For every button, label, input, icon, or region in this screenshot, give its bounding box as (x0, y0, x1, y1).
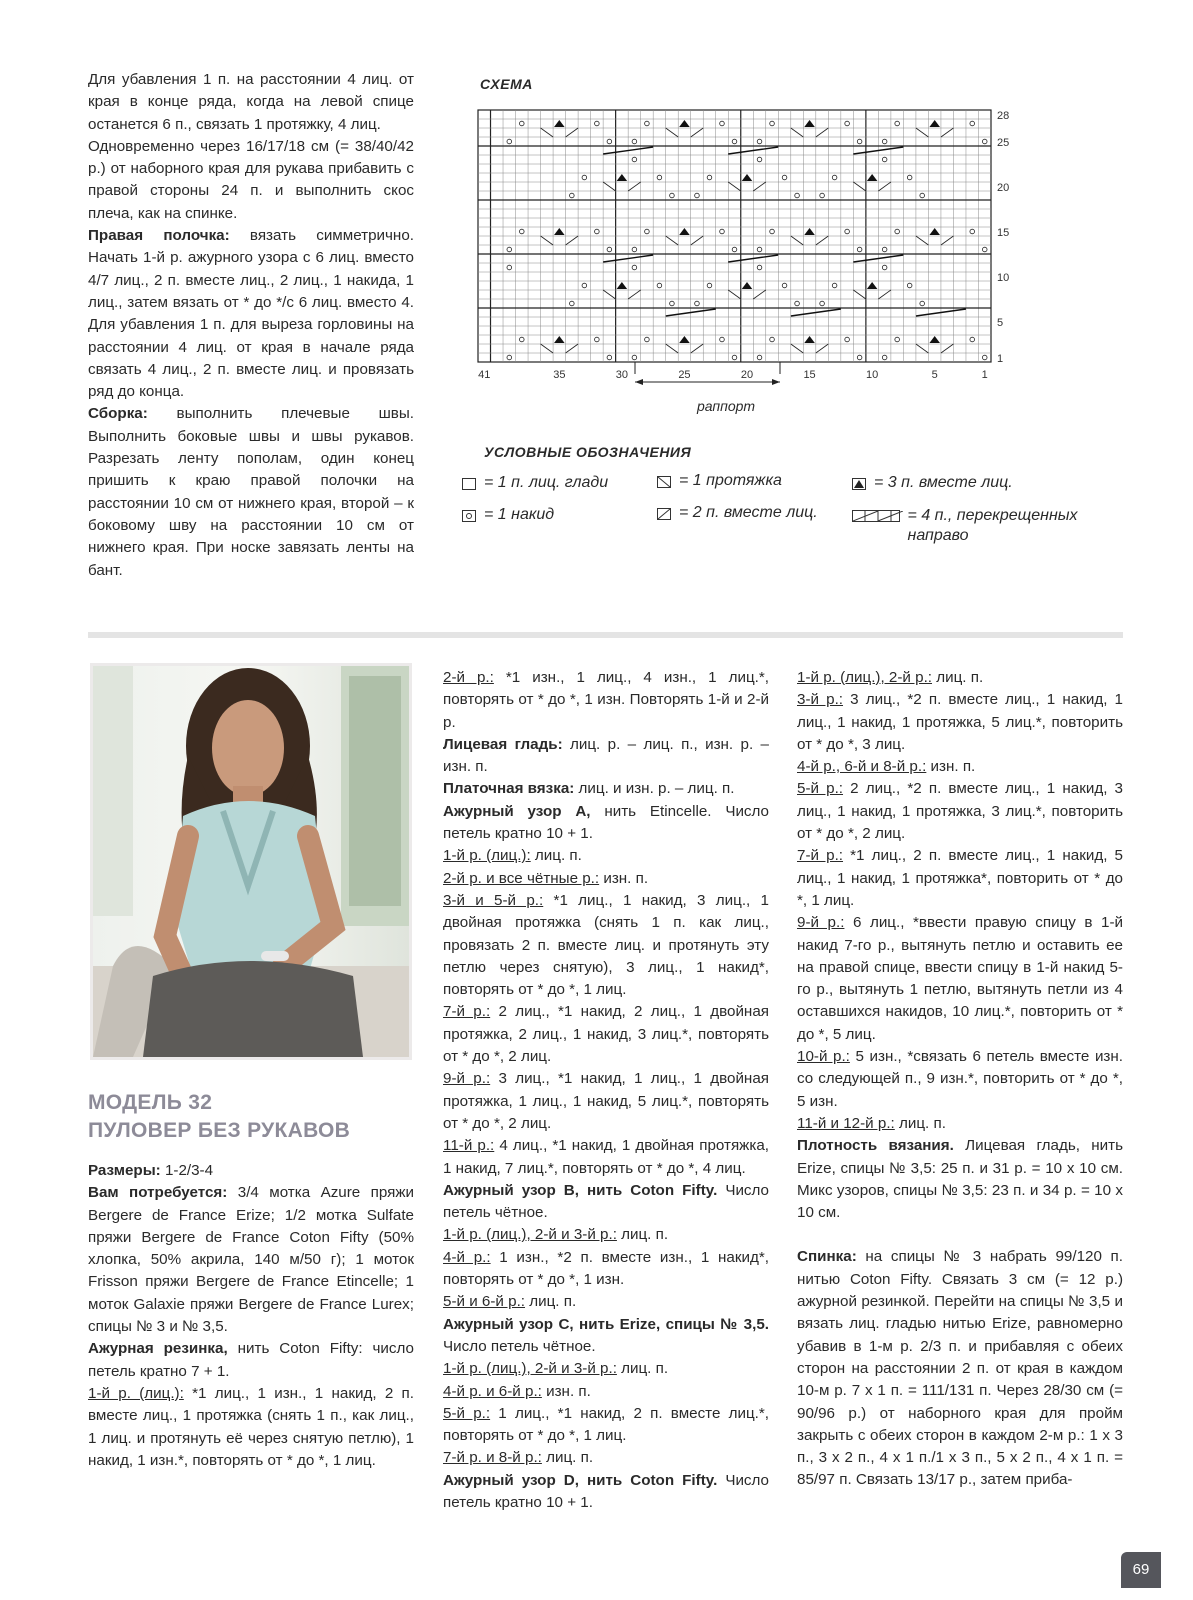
pattern-label: Ажурный узор В, нить Coton Fifty. (443, 1181, 718, 1199)
section-label: Правая полочка: (88, 227, 230, 245)
pattern-text: Число петель чётное. (443, 1337, 596, 1355)
schema-title: СХЕМА (480, 76, 533, 92)
column-number: 5 (931, 369, 938, 381)
rib-label: Ажурная резинка, (88, 1340, 228, 1358)
row-number: 15 (997, 227, 1010, 239)
triangle-icon (852, 478, 866, 490)
row-label: 5-й р.: (797, 780, 844, 798)
row-label: 1-й р. (лиц.): (88, 1384, 184, 1402)
model-photo (90, 663, 412, 1060)
row-label: 2-й р. и все чётные р.: (443, 869, 600, 887)
row-text: лиц. п. (894, 1114, 946, 1132)
column-number: 15 (803, 369, 816, 381)
row-number: 28 (997, 110, 1010, 122)
row-label: 4-й р. и 6-й р.: (443, 1382, 542, 1400)
paragraph: Для убавления 1 п. на расстоянии 4 лиц. от края в конце ряда, когда на левой спице останется 6 п., связать 1 протяжку, 4 лиц. (88, 71, 414, 133)
back-label: Спинка: (797, 1248, 857, 1266)
row-label: 11-й р.: (443, 1137, 495, 1155)
cable-cross-icon (852, 510, 900, 522)
materials-text: 3/4 мотка Azure пряжи Bergere de France Erize; 1/2 мотка Sulfate пряжи Bergere de France Coton Fifty (50% хлопка, 50% акрила, 140 м/50 г); 1 моток Frisson пряжи Bergere de France Etincelle; 1 моток Galaxie пряжи Bergere de France Lurex; спицы № 3 и № 3,5. (88, 1184, 415, 1336)
row-label: 1-й р. (лиц.): (443, 847, 531, 865)
row-text: изн. п. (599, 869, 649, 887)
model-number: МОДЕЛЬ 32 (88, 1091, 213, 1114)
row-text: лиц. п. (525, 1293, 577, 1311)
paragraph: Одновременно через 16/17/18 см (= 38/40/42 р.) от наборного края для рукава прибавить с правой стороны 24 п. и выполнить скос плеча, как на спинке. (88, 137, 414, 222)
row-text: лиц. п. (541, 1449, 594, 1467)
row-text: 1 лиц., *1 накид, 2 п. вместе лиц.*, повторять от * до *, 1 лиц. (443, 1404, 770, 1445)
stitch-label: Лицевая гладь: (443, 735, 563, 753)
row-number: 25 (997, 137, 1010, 149)
density-label: Плотность вязания. (797, 1137, 954, 1155)
row-label: 10-й р.: (797, 1048, 850, 1066)
row-number: 5 (997, 317, 1004, 329)
row-text: *1 лиц., 1 накид, 3 лиц., 1 двойная протяжка (снять 1 п. как лиц., провязать 2 п. вместе лиц. и протянуть эту петлю через снятую), 3 лиц., 1 накид*, повторять от * до *, 1 лиц. (443, 891, 769, 999)
rapport-label: раппорт (697, 398, 756, 414)
row-label: 4-й р.: (443, 1248, 491, 1266)
row-text: 2 лиц., *2 п. вместе лиц., 1 накид, 3 лиц., 1 накид, 1 протяжка, 3 лиц.*, повторить от * до *, 2 лиц. (797, 780, 1123, 843)
row-text: 4 лиц., *1 накид, 1 двойная протяжка, 1 накид, 7 лиц.*, повторять от * до *, 4 лиц. (443, 1137, 769, 1177)
pattern-text: нить Etincelle. Число петель кратно 10 + 1. (443, 802, 770, 843)
sizes-text: 1-2/3-4 (160, 1162, 214, 1179)
row-number: 20 (997, 182, 1010, 194)
column-number: 41 (478, 369, 491, 381)
legend-title: УСЛОВНЫЕ ОБОЗНАЧЕНИЯ (484, 444, 692, 460)
model-heading (88, 1089, 350, 1145)
paragraph (88, 225, 414, 403)
row-text: лиц. п. (616, 1226, 669, 1244)
row-label: 4-й р., 6-й и 8-й р.: (797, 758, 927, 776)
page-number: 69 (1121, 1552, 1161, 1588)
row-number: 10 (997, 272, 1010, 284)
row-label: 5-й р.: (443, 1404, 491, 1422)
legend-item: = 1 протяжка (657, 472, 782, 490)
back-text: на спицы № 3 набрать 99/120 п. нитью Coton Fifty. Связать 3 см (= 12 р.) ажурной резинкой. Перейти на спицы № 3,5 и вязать лиц. гладью нитью Erize, равномерно убавив в 1-м р. 2/3 п. и прибавляя с обеих сторон на расстоянии 2 п. от края в каждом 10-м р. 7 х 1 п. = 111/131 п. Через 28/30 см (= 90/96 р.) от наборного края для пройм закрыть с обеих сторон в каждом 2-м р.: 1 х 3 п., 3 х 2 п., 4 х 1 п./1 х 3 п., 5 х 2 п., 4 х 1 п. = 85/97 п. Связать 13/17 р., затем приба- (797, 1248, 1123, 1489)
row-label: 1-й р. (лиц.), 2-й р.: (797, 669, 933, 686)
legend-item: = 2 п. вместе лиц. (657, 504, 818, 522)
instructions-column-1 (88, 1160, 414, 1472)
row-text: *1 лиц., 2 п. вместе лиц., 1 накид, 5 лиц., 1 накид, 1 протяжка*, повторить от * до *, 1 лиц. (797, 847, 1123, 909)
row-label: 11-й и 12-й р.: (797, 1114, 895, 1132)
row-label: 7-й р.: (797, 847, 844, 865)
row-label: 3-й и 5-й р.: (443, 891, 544, 909)
knitting-chart (460, 100, 1020, 420)
column-number: 25 (678, 369, 691, 381)
row-label: 3-й р.: (797, 691, 844, 709)
column-number: 10 (866, 369, 879, 381)
row-label: 1-й р. (лиц.), 2-й и 3-й р.: (443, 1226, 617, 1244)
section-text: вязать симметрично. Начать 1-й р. ажурного узора с 6 лиц. вместо 4/7 лиц., 2 п. вместе лиц., 2 лиц., 1 накида, 1 лиц., затем вязать от * до */с 6 лиц. вместо 4. Для убавления 1 п. для выреза горловины на расстоянии 4 лиц. от края в начале ряда связать 4 лиц., 2 п. вместе лиц. и провязать ряд до конца. (88, 227, 414, 401)
stitch-text: лиц. и изн. р. – лиц. п. (574, 780, 735, 798)
column-number: 30 (615, 369, 629, 381)
row-text: 5 изн., *связать 6 петель вместе изн. со следующей п., 9 изн.*, повторить от * до *, 5 изн. (797, 1048, 1124, 1110)
row-label: 7-й р.: (443, 1003, 491, 1021)
density-text: Лицевая гладь, нить Erize, спицы № 3,5: 25 п. и 31 р. = 10 х 10 см. Микс узоров, спицы № 3,5: 23 п. и 34 р. = 10 х 10 см. (797, 1137, 1123, 1222)
rib-text: нить Coton Fifty: число петель кратно 7 + 1. (88, 1340, 414, 1380)
instructions-column-3 (797, 667, 1123, 1492)
column-number: 20 (740, 369, 754, 381)
column-number: 35 (553, 369, 566, 381)
row-label: 9-й р.: (797, 914, 845, 932)
instructions-column-2 (443, 667, 769, 1514)
slip-stitch-icon (657, 476, 671, 488)
section-text: выполнить плечевые швы. Выполнить боковые швы и швы рукавов. Разрезать ленту пополам, один конец пришить к краю правой полочки на расстоянии 10 см от нижнего края, второй – к боковому шву на расстоянии 10 см от нижнего края. При носке завязать ленты на бант. (88, 405, 414, 579)
pattern-label: Ажурный узор С, нить Erize, спицы № 3,5. (443, 1315, 769, 1333)
row-text: 6 лиц., *ввести правую спицу в 1-й накид 7-го р., вытянуть петлю и оставить ее на правой спице, ввести спицу в 1-й накид 5-го р., вытянуть 1 петлю, вытянуть петли из 4 оставшихся накидов, 10 лиц.*, повторить от * до *, 5 лиц. (797, 914, 1124, 1043)
row-label: 5-й и 6-й р.: (443, 1293, 526, 1311)
row-label: 9-й р.: (443, 1070, 491, 1088)
legend-item: = 1 накид (462, 506, 554, 524)
row-text: 1 изн., *2 п. вместе изн., 1 накид*, повторять от * до *, 1 изн. (443, 1248, 770, 1289)
row-text: лиц. п. (616, 1360, 669, 1378)
knit-two-together-icon (657, 508, 671, 520)
legend-item: = 4 п., перекрещенных направо (852, 506, 1122, 546)
legend-item: = 1 п. лиц. глади (462, 474, 608, 492)
section-divider (88, 632, 1123, 638)
column-number: 1 (981, 369, 988, 381)
yarn-over-icon (462, 510, 476, 522)
pattern-label: Ажурный узор А, (443, 802, 591, 820)
row-text: *1 лиц., 1 изн., 1 накид, 2 п. вместе лиц., 1 протяжка (снять 1 п., как лиц., 1 лиц. и протянуть её через снятую петлю), 1 накид, 1 изн.*, повторять от * до *, 1 лиц. (88, 1384, 414, 1469)
empty-cell-icon (462, 478, 476, 490)
row-number: 1 (997, 353, 1004, 365)
sizes-label: Размеры: (88, 1162, 161, 1179)
pattern-label: Ажурный узор D, нить Coton Fifty. (443, 1471, 718, 1489)
materials-label: Вам потребуется: (88, 1184, 228, 1202)
row-text: 2 лиц., *1 накид, 2 лиц., 1 двойная протяжка, 2 лиц., 1 накид, 3 лиц.*, повторять от * до *, 2 лиц. (443, 1003, 769, 1066)
row-text: лиц. п. (530, 847, 582, 865)
continuation-text (88, 69, 414, 582)
row-text: 3 лиц., *1 накид, 1 лиц., 1 двойная протяжка, 1 лиц., 1 накид, 5 лиц.*, повторять от * до *, 2 лиц. (443, 1070, 769, 1132)
row-text: 3 лиц., *2 п. вместе лиц., 1 накид, 1 лиц., 1 накид, 1 протяжка, 5 лиц.*, повторить от * до *, 3 лиц. (797, 691, 1123, 753)
row-label: 7-й р. и 8-й р.: (443, 1449, 542, 1467)
paragraph (88, 403, 414, 581)
row-text: изн. п. (541, 1382, 591, 1400)
model-name: ПУЛОВЕР БЕЗ РУКАВОВ (88, 1119, 351, 1142)
legend-item: = 3 п. вместе лиц. (852, 474, 1013, 492)
row-label: 2-й р.: (443, 669, 494, 686)
stitch-label: Платочная вязка: (443, 780, 575, 798)
row-text: *1 изн., 1 лиц., 4 изн., 1 лиц.*, повторять от * до *, 1 изн. Повторять 1-й и 2-й р. (443, 669, 769, 731)
row-label: 1-й р. (лиц.), 2-й и 3-й р.: (443, 1360, 617, 1378)
section-label: Сборка: (88, 405, 148, 423)
row-text: лиц. п. (932, 669, 984, 686)
row-text: изн. п. (926, 758, 976, 776)
pattern-text: Число петель чётное. (443, 1181, 769, 1222)
stitch-text: лиц. р. – лиц. п., изн. р. – изн. п. (443, 735, 769, 776)
pattern-text: Число петель кратно 10 + 1. (443, 1471, 769, 1511)
